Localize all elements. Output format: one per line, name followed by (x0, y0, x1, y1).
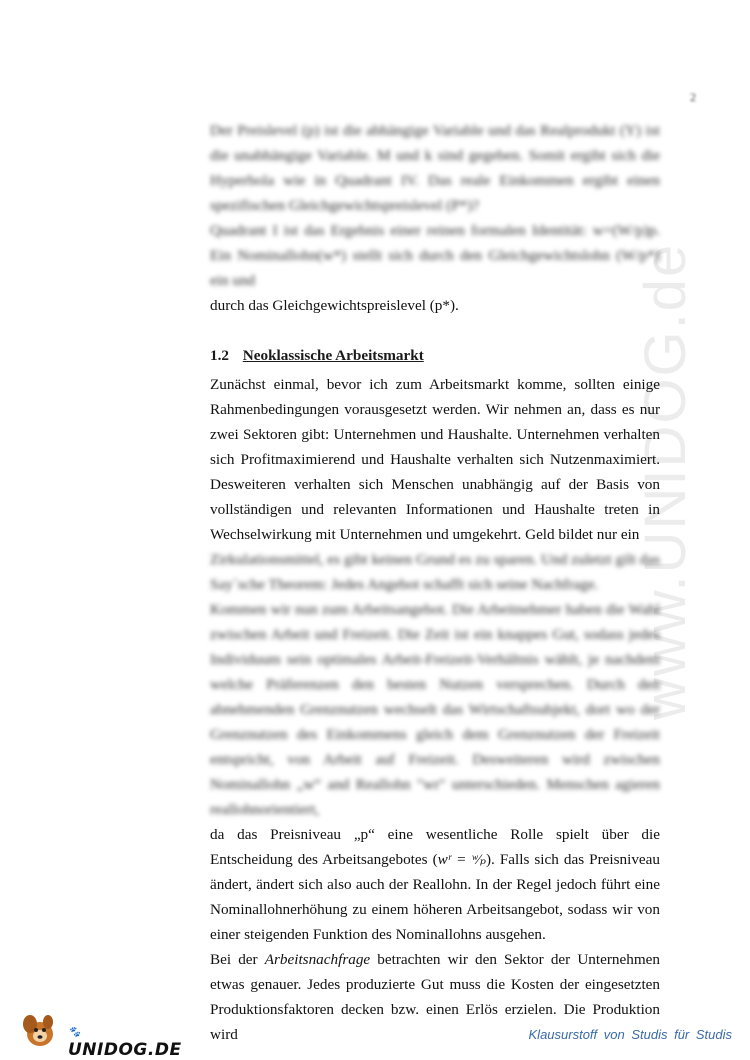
unidog-logo[interactable] (18, 1010, 182, 1060)
footer-slogan: Klausurstoff von Studis für Studis (528, 1027, 732, 1042)
dog-mascot-icon (18, 1010, 60, 1050)
reallohn-formula: wʳ = ʷ⁄ₚ (437, 851, 486, 868)
paw-icon: 🐾 (68, 1027, 81, 1038)
paragraph: Zunächst einmal, bevor ich zum Arbeitsmarkt komme, sollten einige Rahmenbedingungen vorausgesetzt werden. Wir nehmen an, dass es nur zwei Sektoren gibt: Unternehmen und Haushalte. Unternehmen verhalten sich Profitmaximierend und Haushalte verhalten sich Nutzenmaximiert. Desweiteren verhalten sich Menschen unabhängig auf der Basis von vollständigen und relevanten Informationen und Haushalte treten in Wechselwirkung mit Unternehmen und umgekehrt. Geld bildet nur ein (210, 376, 660, 543)
logo-text: 🐾UNIDOG.DE (68, 1027, 182, 1060)
blurred-paragraph: Quadrant I ist das Ergebnis einer reinen formalen Identität: w=(W/p)p. Ein Nominallohn(w*) stellt sich durch den Gleichgewichtslohn (W/p*) ein und (210, 222, 660, 289)
text-line: durch das Gleichgewichtspreislevel (p*). (210, 297, 459, 314)
blurred-paragraph: Zirkulationsmittel, es gibt keinen Grund es zu sparen. Und zuletzt gilt das Say´sche Theorem: Jedes Angebot schafft sich seine Nachfrage. (210, 551, 660, 593)
section-title: Neoklassische Arbeitsmarkt (242, 347, 424, 364)
emphasized-term: Arbeitsnachfrage (264, 951, 371, 968)
paragraph-text: Bei der (210, 951, 265, 968)
paragraph-text: betrachten wir den Sektor der Unternehmen etwas genauer. Jedes produzierte Gut muss die Kosten der eingesetzten Produktionsfaktoren decken bzw. einen Erlös erzielen. Die Produktion wird (210, 951, 660, 1043)
blurred-paragraph: Der Preislevel (p) ist die abhängige Variable und das Realprodukt (Y) ist die unabhängige Variable. M und k sind gegeben. Somit ergibt sich die Hyperbola wie in Quadrant IV. Das reale Einkommen ergibt einen spezifischen Gleichgewichtspreislevel (P*)? (210, 122, 660, 214)
paragraph (210, 822, 660, 947)
blurred-paragraph: Kommen wir nun zum Arbeitsangebot. Die Arbeitnehmer haben die Wahl zwischen Arbeit und Freizeit. Die Zeit ist ein knappes Gut, sodass jedes Individuum sein optimales Arbeit-Freizeit-Verhältnis wählt, je nachdem welche Präferenzen den besten Nutzen versprechen. Durch den abnehmenden Grenznutzen wechselt das Wirtschaftsubjekt, dort wo der Grenznutzen des Einkommens gleich dem Grenznutzen der Freizeit entspricht, von Arbeit auf Freizeit. Desweiteren wird zwischen Nominallohn „w“ and Reallohn "wr" unterschieden. Menschen agieren reallohnorientiert, (210, 601, 660, 818)
document-body (210, 118, 660, 1047)
section-number: 1.2 (210, 347, 229, 364)
paragraph-text: da das Preisniveau „p“ eine wesentliche Rolle spielt über die Entscheidung des Arbeitsangebotes ( (210, 826, 660, 868)
watermark: www.UNIDOG.de (633, 242, 698, 720)
page-number: 2 (690, 90, 696, 104)
section-heading (210, 344, 660, 368)
paragraph-text: ). Falls sich das Preisniveau ändert, ändert sich also auch der Reallohn. In der Regel jedoch führt eine Nominallohnerhöhung zu einem höheren Arbeitsangebot, sodass wir von einer steigenden Funktion des Nominallohns ausgehen. (210, 851, 660, 943)
